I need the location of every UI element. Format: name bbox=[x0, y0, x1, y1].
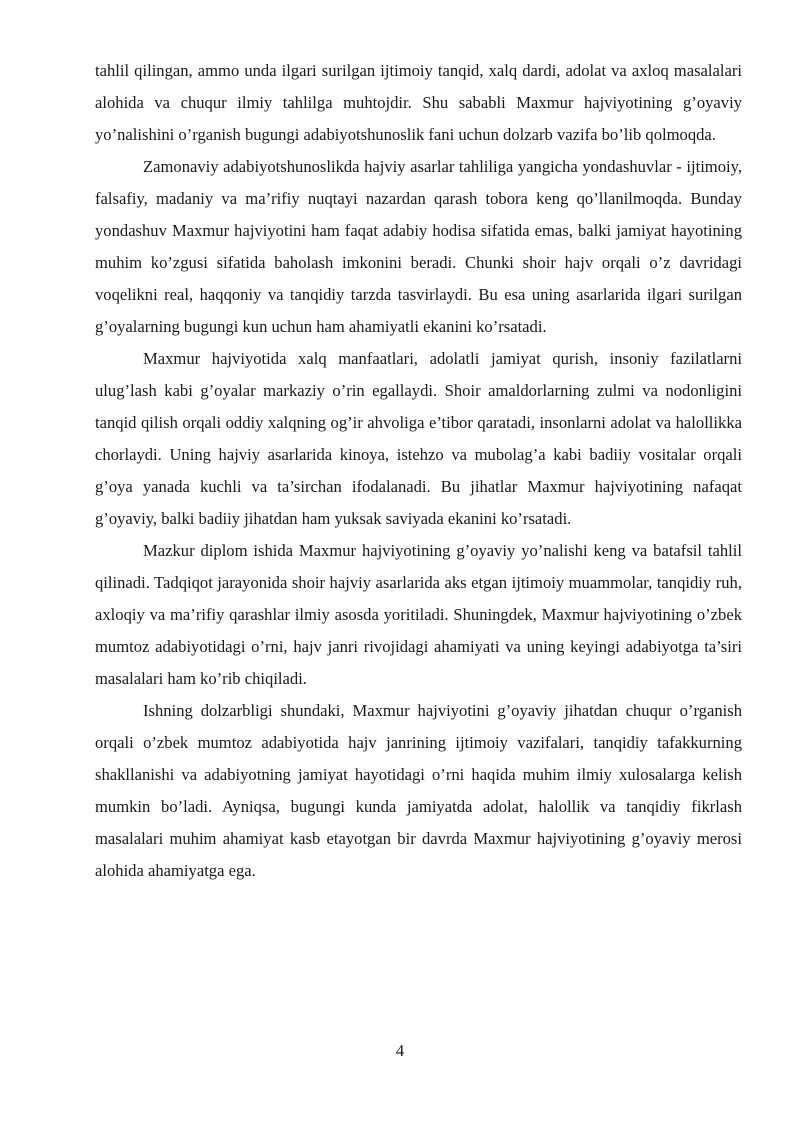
paragraph: Zamonaviy adabiyotshunoslikda hajviy asarlar tahliliga yangicha yondashuvlar - ijtimoiy, falsafiy, madaniy va ma’rifiy nuqtayi nazardan qarash tobora keng qo’llanilmoqda. Bunday yondashuv Maxmur hajviyotini ham faqat adabiy hodisa sifatida emas, balki jamiyat hayotining muhim ko’zgusi sifatida baholash imkonini beradi. Chunki shoir hajv orqali o’z davridagi voqelikni real, haqqoniy va tanqidiy tarzda tasvirlaydi. Bu esa uning asarlarida ilgari surilgan g’oyalarning bugungi kun uchun ham ahamiyatli ekanini ko’rsatadi. bbox=[95, 157, 742, 336]
paragraph: Maxmur hajviyotida xalq manfaatlari, adolatli jamiyat qurish, insoniy fazilatlarni ulug’lash kabi g’oyalar markaziy o’rin egallaydi. Shoir amaldorlarning zulmi va nodonligini tanqid qilish orqali oddiy xalqning og’ir ahvoliga e’tibor qaratadi, insonlarni adolat va halollikka chorlaydi. Uning hajviy asarlarida kinoya, istehzo va mubolag’a kabi badiiy vositalar orqali g’oya yanada kuchli va ta’sirchan ifodalanadi. Bu jihatlar Maxmur hajviyotining nafaqat g’oyaviy, balki badiiy jihatdan ham yuksak saviyada ekanini ko’rsatadi. bbox=[95, 349, 742, 528]
document-page bbox=[95, 55, 742, 887]
paragraph: Ishning dolzarbligi shundaki, Maxmur hajviyotini g’oyaviy jihatdan chuqur o’rganish orqali o’zbek mumtoz adabiyotida hajv janrining ijtimoiy vazifalari, tanqidiy tafakkurning shakllanishi va adabiyotning jamiyat hayotidagi o’rni haqida muhim ilmiy xulosalarga kelish mumkin bo’ladi. Ayniqsa, bugungi kunda jamiyatda adolat, halollik va tanqidiy fikrlash masalalari muhim ahamiyat kasb etayotgan bir davrda Maxmur hajviyotining g’oyaviy merosi alohida ahamiyatga ega. bbox=[95, 701, 742, 880]
page-number: 4 bbox=[395, 1041, 405, 1060]
paragraph: tahlil qilingan, ammo unda ilgari surilgan ijtimoiy tanqid, xalq dardi, adolat va axloq masalalari alohida va chuqur ilmiy tahlilga muhtojdir. Shu sababli Maxmur hajviyotining g’oyaviy yo’nalishini o’rganish bugungi adabiyotshunoslik fani uchun dolzarb vazifa bo’lib qolmoqda. bbox=[95, 61, 742, 144]
paragraph: Mazkur diplom ishida Maxmur hajviyotining g’oyaviy yo’nalishi keng va batafsil tahlil qilinadi. Tadqiqot jarayonida shoir hajviy asarlarida aks etgan ijtimoiy muammolar, tanqidiy ruh, axloqiy va ma’rifiy qarashlar ilmiy asosda yoritiladi. Shuningdek, Maxmur hajviyotining o’zbek mumtoz adabiyotidagi o’rni, hajv janri rivojidagi ahamiyati va uning keyingi adabiyotga ta’siri masalalari ham ko’rib chiqiladi. bbox=[95, 541, 742, 688]
